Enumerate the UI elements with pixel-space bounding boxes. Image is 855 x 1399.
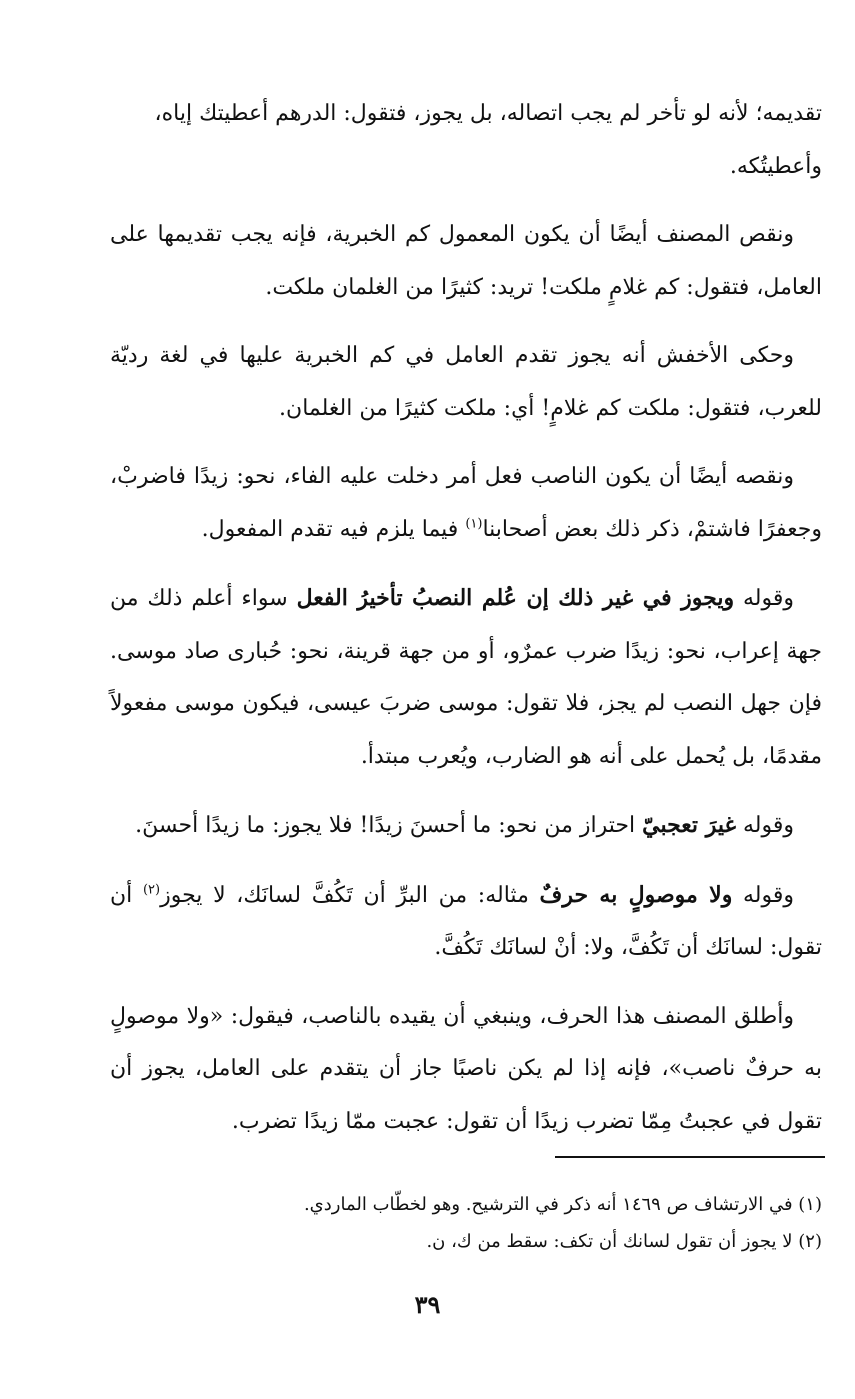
footnote-ref-1: (١) [465, 516, 483, 532]
paragraph-7 [110, 869, 822, 975]
text-run: وقوله [743, 882, 795, 908]
text-run: وقوله [743, 586, 795, 611]
paragraph-1 [110, 88, 822, 193]
footnote-ref-2: (٢) [142, 882, 161, 898]
text-line: تقديمه؛ لأنه لو تأخر لم يجب اتصاله، بل يجوز، فتقول: الدرهم أعطيتك إياه، [154, 101, 822, 126]
page-number: ٣٩ [414, 1290, 441, 1319]
text-run: ونقصه أيضًا أن يكون الناصب فعل أمر دخلت عليه الفاء، نحو: زيدًا [193, 464, 794, 489]
text-run: فيما يلزم فيه تقدم المفعول. [201, 516, 459, 542]
text-run: وقوله [742, 813, 794, 838]
paragraph-2 [110, 209, 822, 314]
text-run: وأطلق المصنف هذا الحرف، وينبغي أن يقيده بالناصب، فيقول: «ولا موصولٍ به حرفٌ ناصب»، فإنه إذا لم يكن ناصبًا جاز أن يتقدم على العامل، يجوز أن تقول في عجبتُ مِمّا تضرب زيدًا أن تقول: عجبت ممّا زيدًا تضرب. [110, 1003, 822, 1134]
footnote-2: (٢) لا يجوز أن تقول لسانك أن تكف: سقط من ك، ن. [426, 1231, 822, 1252]
text-run: ونقص المصنف أيضًا أن يكون المعمول كم الخبرية، فإنه يجب تقديمها على [110, 222, 795, 247]
text-run: فاضربْ، وجعفرًا فاشتمْ، ذكر ذلك بعض أصحابنا [110, 464, 822, 542]
footnote-separator [555, 1156, 825, 1158]
paragraph-3 [110, 330, 822, 435]
text-run: وحكى الأخفش أنه يجوز تقدم العامل في كم الخبرية عليها في لغة رديّة [110, 343, 794, 368]
text-run: للعرب، فتقول: ملكت كم غلامٍ! أي: ملكت كثيرًا من الغلمان. [279, 395, 822, 421]
footnote-1: (١) في الارتشاف ص ١٤٦٩ أنه ذكر في الترشيح. وهو لخطّاب الماردي. [303, 1194, 822, 1215]
text-line: وأعطيتُكه. [729, 153, 822, 179]
text-run: احتراز من نحو: ما أحسنَ زيدًا! فلا يجوز: ما زيدًا أحسنَ. [135, 813, 636, 838]
quoted-text-bold: غيرَ تعجبيّ [642, 812, 736, 838]
main-text [110, 88, 822, 1164]
quoted-text-bold: ولا موصولٍ به حرفٌ [539, 881, 733, 908]
paragraph-5 [110, 572, 822, 783]
paragraph-8 [110, 991, 822, 1149]
footnotes [110, 1186, 822, 1260]
text-run: سواء أعلم ذلك من جهة إعراب، نحو: زيدًا ضرب عمرٌو، أو من جهة قرينة، نحو: حُبارى صاد موسى. فإن جهل النصب لم يجز، فلا تقول: موسى ضربَ عيسى، فيكون موسى مفعولاً مقدمًا، بل يُحمل على أنه هو الضارب، ويُعرب مبتدأ. [110, 586, 822, 769]
paragraph-6 [110, 799, 822, 853]
text-run: مثاله: من البرِّ أن تَكُفَّ لسانَك، لا يجوز [160, 882, 529, 908]
text-run: أن تقول: لسانَك أن تَكُفَّ، ولا: أنْ لسانَك تَكُفَّ. [110, 882, 822, 960]
paragraph-4 [110, 451, 822, 556]
text-run: العامل، فتقول: كم غلامٍ ملكت! تريد: كثيرًا من الغلمان ملكت. [265, 274, 822, 300]
quoted-text-bold: ويجوز في غير ذلك إن عُلم النصبُ تأخيرُ الفعل [296, 585, 735, 611]
